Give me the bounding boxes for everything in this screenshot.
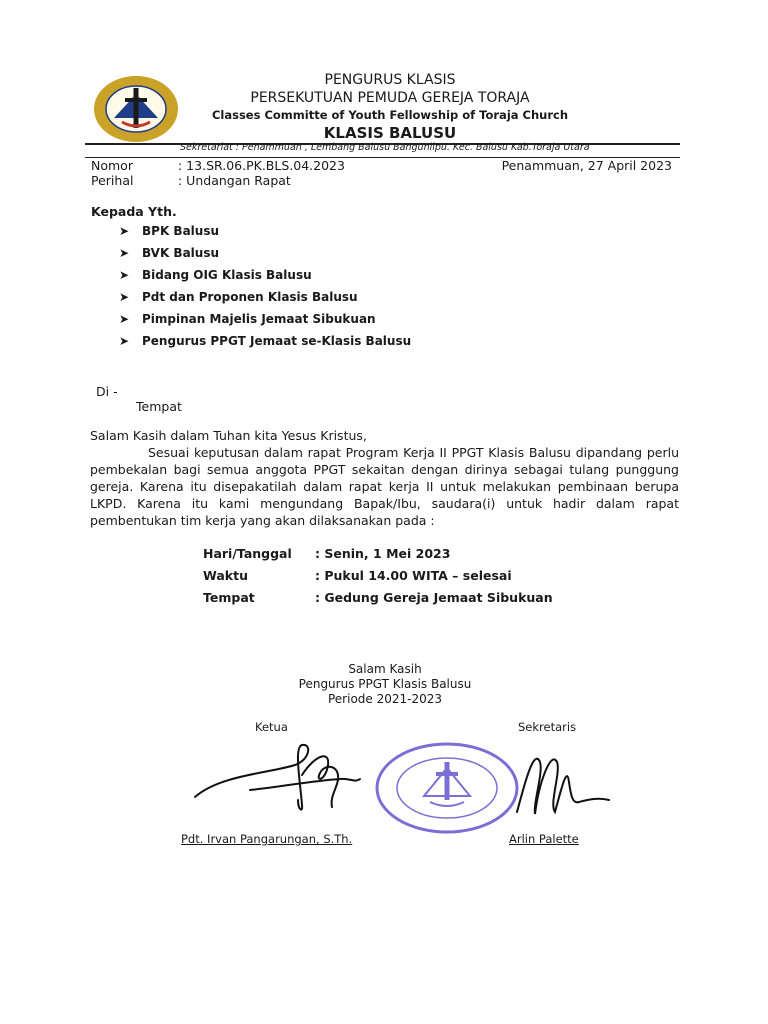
recipient-item: ➤ Pdt dan Proponen Klasis Balusu: [119, 290, 358, 304]
tempat-label: Tempat: [136, 399, 182, 414]
sekretaris-name: Arlin Palette: [509, 832, 579, 846]
event-label: Hari/Tanggal: [203, 546, 292, 561]
org-heading-line2: PERSEKUTUAN PEMUDA GEREJA TORAJA: [250, 90, 530, 106]
closing-line1: Salam Kasih: [348, 662, 422, 676]
closing-line3: Periode 2021-2023: [327, 692, 443, 706]
recipient-item: ➤ Pimpinan Majelis Jemaat Sibukuan: [119, 312, 376, 326]
arrow-bullet-icon: ➤: [119, 268, 130, 282]
greeting: Salam Kasih dalam Tuhan kita Yesus Kristus,: [90, 428, 367, 443]
secretariat-address: Sekretariat : Penammuan , Lembang Balusu Bangunlipu. Kec. Balusu Kab.Toraja Utara: [180, 142, 590, 153]
perihal-value: : Undangan Rapat: [178, 173, 291, 188]
recipient-item: ➤ BVK Balusu: [119, 246, 220, 260]
arrow-bullet-icon: ➤: [119, 334, 130, 348]
place-date: Penammuan, 27 April 2023: [501, 158, 672, 173]
ketua-signature: [190, 735, 370, 820]
perihal-label: Perihal: [91, 173, 134, 188]
recipient-item: ➤ BPK Balusu: [119, 224, 220, 238]
event-label: Tempat: [203, 590, 255, 605]
event-value: : Gedung Gereja Jemaat Sibukuan: [315, 590, 553, 605]
ketua-name: Pdt. Irvan Pangarungan, S.Th.: [181, 832, 353, 846]
event-value: : Senin, 1 Mei 2023: [315, 546, 451, 561]
recipient-item: ➤ Pengurus PPGT Jemaat se-Klasis Balusu: [119, 334, 412, 348]
closing-line2: Pengurus PPGT Klasis Balusu: [298, 677, 472, 691]
sekretaris-title: Sekretaris: [518, 720, 577, 734]
organization-logo: [92, 74, 180, 144]
nomor-value: : 13.SR.06.PK.BLS.04.2023: [178, 158, 345, 173]
event-value: : Pukul 14.00 WITA – selesai: [315, 568, 512, 583]
org-heading-line1: PENGURUS KLASIS: [324, 72, 456, 88]
org-heading-klasis: KLASIS BALUSU: [323, 124, 457, 142]
arrow-bullet-icon: ➤: [119, 312, 130, 326]
event-label: Waktu: [203, 568, 248, 583]
org-heading-english: Classes Committe of Youth Fellowship of Toraja Church: [211, 108, 569, 122]
arrow-bullet-icon: ➤: [119, 290, 130, 304]
body-paragraph: Sesuai keputusan dalam rapat Program Kerja II PPGT Klasis Balusu dipandang perlu pembekalan bagi semua anggota PPGT sekaitan dengan dirinya sebagai tulang punggung gereja. Karena itu disepakatilah dalam rapat kerja II untuk melakukan pembinaan berupa LKPD. Karena itu kami mengundang Bapak/Ibu, saudara(i) untuk hadir dalam rapat pembentukan tim kerja yang akan dilaksanakan pada :: [90, 445, 679, 528]
official-stamp: [372, 738, 522, 838]
sekretaris-signature: [505, 742, 615, 822]
recipients-heading: Kepada Yth.: [91, 204, 177, 219]
recipient-item: ➤ Bidang OIG Klasis Balusu: [119, 268, 312, 282]
arrow-bullet-icon: ➤: [119, 224, 130, 238]
di-label: Di -: [96, 384, 118, 399]
ketua-title: Ketua: [255, 720, 288, 734]
nomor-label: Nomor: [91, 158, 133, 173]
arrow-bullet-icon: ➤: [119, 246, 130, 260]
